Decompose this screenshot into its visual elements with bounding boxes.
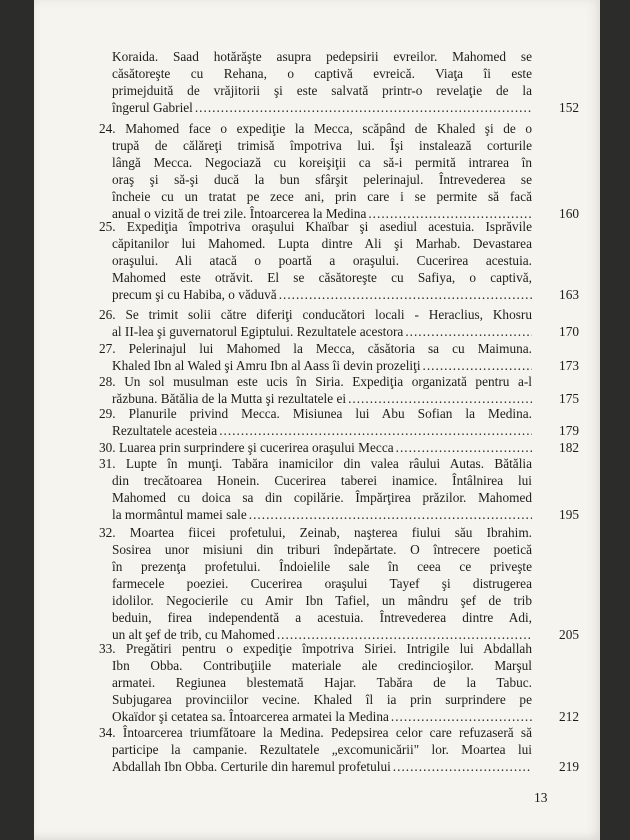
toc-line xyxy=(112,472,532,489)
toc-line-text: Pelerinajul lui Mahomed la Mecca, căsătoria sa cu Maimuna. xyxy=(128,341,532,356)
toc-line xyxy=(112,82,532,99)
toc-entry xyxy=(99,306,532,340)
toc-line-text: Moartea fiicei profetului, Zeinab, naşterea fiului său Ibrahim. xyxy=(129,525,532,540)
toc-entry xyxy=(99,640,532,725)
toc-line-text: 31. xyxy=(99,456,126,471)
toc-line xyxy=(112,286,532,303)
toc-page-number: 175 xyxy=(559,391,579,406)
toc-line-text: din trecătoarea Honein. Cucerirea taberei inamice. Întâlnirea lui xyxy=(112,473,532,488)
toc-line xyxy=(99,306,532,323)
toc-entry xyxy=(99,724,532,775)
toc-line-text: 28. xyxy=(99,374,125,389)
toc-line-text: Rezultatele acesteia xyxy=(112,423,218,438)
toc-line-text: primejduită de vrăjitorii şi este salvată printr-o revelaţie de la xyxy=(112,83,532,98)
toc-line-text: Expediţia împotriva oraşului Khaïbar şi asediul acestuia. Isprăvile xyxy=(126,219,532,234)
toc-line xyxy=(112,758,532,775)
toc-line xyxy=(112,269,532,286)
toc-entry xyxy=(99,373,532,407)
toc-line xyxy=(112,558,532,575)
toc-line-text: Subjugarea provinciilor vecine. Khaled îl ia prin surprindere pe xyxy=(112,692,532,707)
toc-line xyxy=(99,524,532,541)
toc-line-text: trupă de călăreţi trimisă împotriva lui. Îşi instalează corturile xyxy=(112,138,532,153)
toc-line-text: Mahomed face o expediţie la Mecca, scăpând de Khaled şi de o xyxy=(125,121,532,136)
toc-line-text: participe la campanie. Rezultatele „excomunicării" lor. Moartea lui xyxy=(112,742,532,757)
toc-line-text: Ibn Obba. Contribuţiile materiale ale credincioşilor. Marşul xyxy=(112,658,532,673)
toc-page-number: 160 xyxy=(559,206,579,221)
toc-line xyxy=(112,592,532,609)
toc-line xyxy=(112,252,532,269)
toc-entry xyxy=(99,120,532,222)
toc-line-text: 26. xyxy=(99,307,126,322)
toc-line-text: răzbuna. Bătălia de la Mutta şi rezultatele ei xyxy=(112,391,347,406)
toc-line xyxy=(99,640,532,657)
toc-page-number: 173 xyxy=(559,358,579,373)
toc-line-text: un alt şef de trib, cu Mahomed xyxy=(112,627,275,642)
toc-line-text: oraşului. Ali atacă o poartă a oraşului. Cucerirea acestuia. xyxy=(112,253,532,268)
toc-line xyxy=(112,674,532,691)
toc-line xyxy=(99,373,532,390)
toc-line-text: al II-lea şi guvernatorul Egiptului. Rezultatele acestora xyxy=(112,324,404,339)
toc-line xyxy=(112,609,532,626)
toc-line xyxy=(99,120,532,137)
toc-entry xyxy=(99,218,532,303)
toc-line-text: 33. xyxy=(99,641,126,656)
toc-line-text: armatei. Regiunea blestemată Hajar. Tabăra de la Tabuc. xyxy=(112,675,532,690)
toc-line-text: Lupte în munţi. Tabăra inamicilor din valea râului Autas. Bătălia xyxy=(125,456,532,471)
toc-line xyxy=(112,65,532,82)
toc-line-text: căpitanilor lui Mahomed. Lupta dintre Ali şi Marhab. Devastarea xyxy=(112,236,532,251)
toc-line xyxy=(112,657,532,674)
toc-line-text: în prezenţa profetului. Îndoielile sale în ceea ce priveşte xyxy=(112,559,532,574)
toc-line-text: 25. xyxy=(99,219,127,234)
toc-line-text: 34. xyxy=(99,725,123,740)
toc-line-text: idolilor. Negocierile cu Amir Ibn Tafiel, un mândru şef de trib xyxy=(112,593,532,608)
toc-line xyxy=(99,405,532,422)
toc-line-text: precum şi cu Habiba, o văduvă xyxy=(112,287,277,302)
toc-line-text: Khaled Ibn al Waled şi Amru Ibn al Aass îi devin prozeliţi xyxy=(112,358,421,373)
toc-page-number: 212 xyxy=(559,709,579,724)
toc-line-text: Pregătiri pentru o expediţie împotriva Siriei. Intrigile lui Abdallah xyxy=(125,641,532,656)
toc-line-text: 27. xyxy=(99,341,129,356)
toc-entry xyxy=(99,340,532,374)
toc-line xyxy=(112,541,532,558)
toc-line-text: îngerul Gabriel xyxy=(112,100,193,115)
toc-page-number: 152 xyxy=(559,100,579,115)
toc-line xyxy=(99,724,532,741)
toc-line-text: Mahomed este otrăvit. El se căsătoreşte cu Safiya, o captivă, xyxy=(112,270,532,285)
toc-page-number: 182 xyxy=(559,440,579,455)
toc-line-text: Okaïdor şi cetatea sa. Întoarcerea armatei la Medina xyxy=(112,709,389,724)
toc-line xyxy=(112,691,532,708)
toc-line-text: 24. xyxy=(99,121,126,136)
toc-line xyxy=(112,741,532,758)
toc-page-number: 205 xyxy=(559,627,579,642)
toc-line xyxy=(112,188,532,205)
toc-line-text: farmecele poeziei. Cucerirea oraşului Tayef şi distrugerea xyxy=(112,576,532,591)
toc-entry xyxy=(99,524,532,643)
toc-line-text: Sosirea unor misiuni din triburi îndepărtate. O întrecere poetică xyxy=(112,542,532,557)
toc-entry xyxy=(99,439,532,456)
toc-line-text: Mahomed cu doica sa din copilărie. Împărţirea prăzilor. Mahomed xyxy=(112,490,532,505)
toc-line xyxy=(112,235,532,252)
toc-line xyxy=(112,506,532,523)
toc-page-number: 219 xyxy=(559,759,579,774)
toc-page-number: 170 xyxy=(559,324,579,339)
toc-line xyxy=(112,422,532,439)
page-number: 13 xyxy=(534,790,548,805)
toc-line-text: 30. xyxy=(99,440,119,455)
toc-line-text: Koraida. Saad hotărăşte asupra pedepsirii evreilor. Mahomed se xyxy=(112,49,532,64)
toc-line xyxy=(112,171,532,188)
toc-line-text: Luarea prin surprindere şi cucerirea oraşului Mecca xyxy=(118,440,394,455)
toc-page-number: 163 xyxy=(559,287,579,302)
toc-page-number: 195 xyxy=(559,507,579,522)
toc-entry xyxy=(112,48,532,116)
toc-line-text: anual o vizită de trei zile. Întoarcerea la Medina xyxy=(112,206,367,221)
toc-line xyxy=(112,48,532,65)
toc-line-text: Întoarcerea triumfătoare la Medina. Pedepsirea celor care refuzaseră să xyxy=(122,725,532,740)
book-page xyxy=(34,0,600,840)
toc-line xyxy=(112,154,532,171)
toc-line-text: căsătoreşte cu Rehana, o captivă evreică. Viaţa îi este xyxy=(112,66,532,81)
toc-line-text: 32. xyxy=(99,525,130,540)
toc-line xyxy=(112,137,532,154)
toc-line-text: Planurile privind Mecca. Misiunea lui Abu Sofian la Medina. xyxy=(128,406,532,421)
toc-line xyxy=(112,357,532,374)
toc-line xyxy=(112,489,532,506)
toc-line xyxy=(112,575,532,592)
toc-line xyxy=(99,340,532,357)
toc-line-text: încheie cu un tratat pe zece ani, prin care i se permite să facă xyxy=(112,189,532,204)
toc-line-text: la mormântul mamei sale xyxy=(112,507,247,522)
toc-line xyxy=(112,99,532,116)
toc-line-text: Se trimit solii către diferiţi conducători locali - Heraclius, Khosru xyxy=(125,307,532,322)
toc-line xyxy=(99,455,532,472)
toc-line xyxy=(112,323,532,340)
toc-line-text: lângă Mecca. Negociază cu koreişiţii ca să-i permită intrarea în xyxy=(112,155,532,170)
toc-line xyxy=(112,708,532,725)
toc-line xyxy=(99,439,532,456)
toc-line-text: 29. xyxy=(99,406,129,421)
toc-entry xyxy=(99,455,532,523)
toc-page-number: 179 xyxy=(559,423,579,438)
toc-line xyxy=(99,218,532,235)
toc-line-text: beduin, firea independentă a acestuia. Întrevederea dintre Adi, xyxy=(112,610,532,625)
toc-line-text: Abdallah Ibn Obba. Certurile din haremul profetului xyxy=(112,759,391,774)
toc-entry xyxy=(99,405,532,439)
toc-line-text: oraş şi să-şi ducă la bun sfârşit pelerinajul. Întrevederea se xyxy=(112,172,532,187)
toc-line-text: Un sol musulman este ucis în Siria. Expediţia organizată pentru a-l xyxy=(124,374,532,389)
